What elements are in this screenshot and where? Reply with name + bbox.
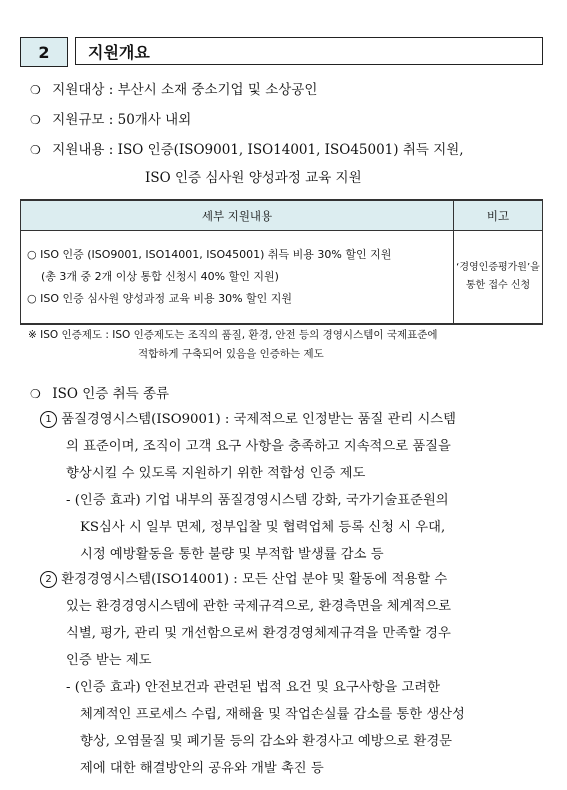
overview-content bbox=[30, 140, 464, 160]
overview-content-cont: ISO 인증 심사원 양성과정 교육 지원 bbox=[145, 170, 362, 186]
overview-label: 지원내용 bbox=[52, 142, 105, 158]
overview-label: 지원대상 bbox=[52, 82, 105, 98]
support-table bbox=[20, 199, 543, 325]
table-cell-detail bbox=[21, 231, 454, 325]
item1-text: 품질경영시스템(ISO9001) : 국제적으로 인정받는 품질 관리 시스템 bbox=[61, 412, 456, 427]
note-line: 적합하게 구축되어 있음을 인증하는 제도 bbox=[138, 348, 324, 360]
item2-line bbox=[40, 566, 447, 593]
overview-value: 50개사 내외 bbox=[117, 112, 192, 128]
item1-effect: KS심사 시 일부 면제, 정부입찰 및 협력업체 등록 신청 시 우대, bbox=[80, 520, 446, 535]
types-heading bbox=[30, 384, 169, 404]
bullet-icon: ❍ bbox=[30, 113, 41, 127]
item2-line: 인증 받는 제도 bbox=[66, 653, 152, 668]
types-heading-text: ISO 인증 취득 종류 bbox=[52, 386, 170, 402]
item1-effect: 시정 예방활동을 통한 불량 및 부적합 발생률 감소 등 bbox=[80, 547, 384, 562]
overview-scale bbox=[30, 110, 191, 130]
section-title: 지원개요 bbox=[75, 37, 543, 65]
section-number: 2 bbox=[20, 37, 68, 67]
remark-line: ‘경영인증평가원’을 bbox=[456, 262, 540, 273]
overview-sep: : bbox=[108, 82, 114, 98]
item1-line bbox=[40, 406, 456, 433]
item2-line: 식별, 평가, 관리 및 개선함으로써 환경경영체제규격을 만족할 경우 bbox=[66, 626, 451, 641]
item1-line: 의 표준이며, 조직이 고객 요구 사항을 충족하고 지속적으로 품질을 bbox=[66, 439, 451, 454]
item2-effect: 향상, 오염물질 및 폐기물 등의 감소와 환경사고 예방으로 환경문 bbox=[80, 734, 453, 749]
detail-line: ○ ISO 인증 심사원 양성과정 교육 비용 30% 할인 지원 bbox=[27, 292, 293, 305]
item1-effect: - (인증 효과) 기업 내부의 품질경영시스템 강화, 국가기술표준원의 bbox=[66, 493, 449, 508]
item2-effect: - (인증 효과) 안전보건과 관련된 법적 요건 및 요구사항을 고려한 bbox=[66, 680, 441, 695]
table-cell-remark bbox=[454, 231, 543, 325]
circled-number-2: 2 bbox=[40, 571, 57, 588]
overview-sep: : bbox=[108, 142, 114, 158]
table-row bbox=[21, 231, 543, 325]
item2-effect: 제에 대한 해결방안의 공유와 개발 촉진 등 bbox=[80, 761, 324, 776]
table-header-detail: 세부 지원내용 bbox=[21, 200, 454, 231]
overview-value: ISO 인증(ISO9001, ISO14001, ISO45001) 취득 지원, bbox=[117, 142, 464, 158]
remark-line: 통한 접수 신청 bbox=[465, 280, 531, 291]
bullet-icon: ❍ bbox=[30, 83, 41, 97]
note-line: ※ ISO 인증제도 : ISO 인증제도는 조직의 품질, 환경, 안전 등의 경영시스템이 국제표준에 bbox=[28, 329, 438, 341]
item2-effect: 체계적인 프로세스 수립, 재해율 및 작업손실률 감소를 통한 생산성 bbox=[80, 707, 465, 722]
overview-sep: : bbox=[108, 112, 114, 128]
bullet-icon: ❍ bbox=[30, 143, 41, 157]
item1-line: 향상시킬 수 있도록 지원하기 위한 적합성 인증 제도 bbox=[66, 466, 366, 481]
overview-value: 부산시 소재 중소기업 및 소상공인 bbox=[117, 82, 318, 98]
item2-text: 환경경영시스템(ISO14001) : 모든 산업 분야 및 활동에 적용할 수 bbox=[61, 572, 448, 587]
item2-line: 있는 환경경영시스템에 관한 국제규격으로, 환경측면을 체계적으로 bbox=[66, 599, 452, 614]
overview-target bbox=[30, 80, 317, 100]
circled-number-1: 1 bbox=[40, 411, 57, 428]
bullet-icon: ❍ bbox=[30, 387, 41, 401]
detail-line: (총 3개 중 2개 이상 통합 신청시 40% 할인 지원) bbox=[41, 270, 279, 283]
table-header-remark: 비고 bbox=[454, 200, 543, 231]
overview-label: 지원규모 bbox=[52, 112, 105, 128]
detail-line: ○ ISO 인증 (ISO9001, ISO14001, ISO45001) 취득 비용 30% 할인 지원 bbox=[27, 248, 392, 261]
